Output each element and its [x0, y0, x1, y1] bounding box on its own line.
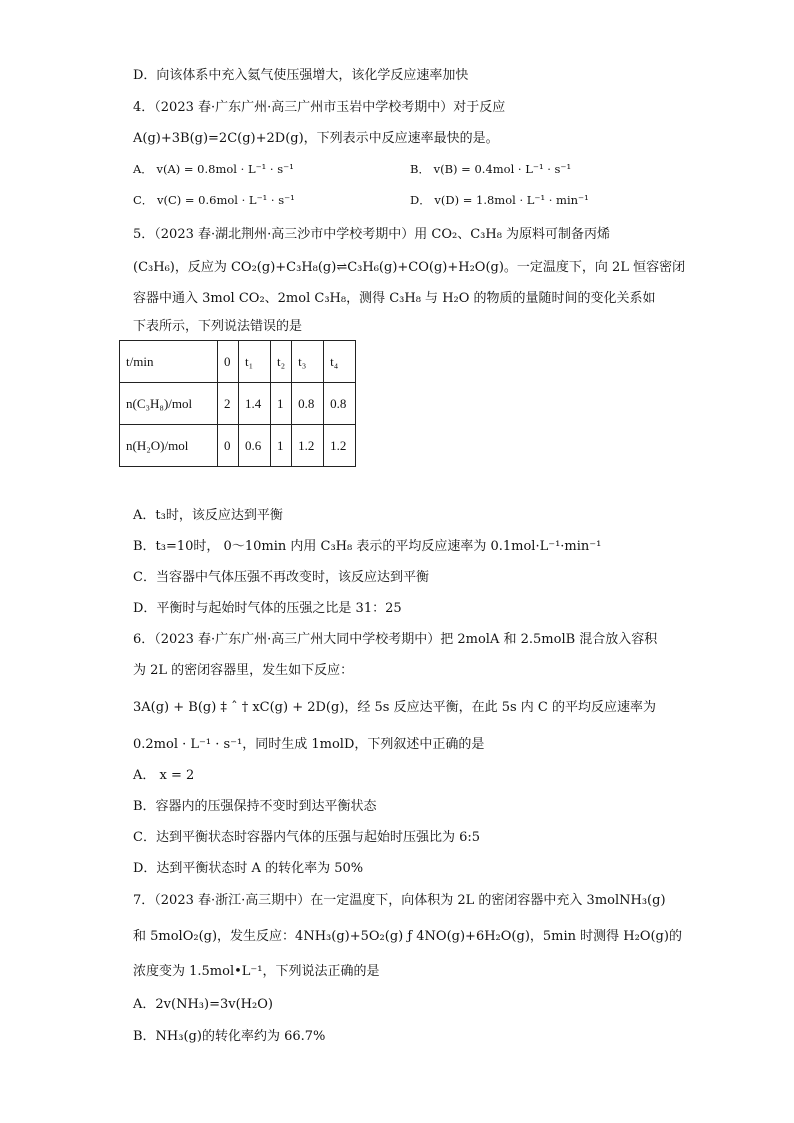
- table-cell: 1: [271, 425, 292, 467]
- q3-option-d: D．向该体系中充入氦气使压强增大，该化学反应速率加快: [133, 68, 469, 83]
- q5-stem-4: 下表所示，下列说法错误的是: [133, 319, 303, 334]
- table-row: [120, 383, 356, 425]
- q5-option-b: B．t₃=10时， 0～10min 内用 C₃H₈ 表示的平均反应速率为 0.1mol·L⁻¹·min⁻¹: [133, 539, 602, 554]
- q6-option-d: D．达到平衡状态时 A 的转化率为 50%: [133, 861, 364, 876]
- table-cell: 0.8: [324, 383, 356, 425]
- q6-equation: 3A(g) + B(g) ‡ ˆ † xC(g) + 2D(g)，经 5s 反应达平衡，在此 5s 内 C 的平均反应速率为: [133, 700, 657, 715]
- q6-option-c: C．达到平衡状态时容器内气体的压强与起始时压强比为 6:5: [133, 830, 481, 845]
- table-cell: 1.2: [324, 425, 356, 467]
- q4-option-a: A． v(A) = 0.8mol · L⁻¹ · s⁻¹: [133, 162, 294, 176]
- q6-option-b: B．容器内的压强保持不变时到达平衡状态: [133, 799, 377, 814]
- q4-options-row-1: [133, 161, 693, 179]
- q6-stem-2: 为 2L 的密闭容器里，发生如下反应：: [133, 663, 354, 678]
- table-row: [120, 425, 356, 467]
- q5-stem-3: 容器中通入 3mol CO₂、2mol C₃H₈，测得 C₃H₈ 与 H₂O 的物质的量随时间的变化关系如: [133, 291, 656, 306]
- table-cell: t₁: [239, 341, 271, 383]
- q7-option-b: B．NH₃(g)的转化率约为 66.7%: [133, 1029, 326, 1044]
- table-cell: t/min: [120, 341, 218, 383]
- q5-option-c: C．当容器中气体压强不再改变时，该反应达到平衡: [133, 570, 429, 585]
- q4-options-row-2: [133, 192, 693, 210]
- q5-stem-2: (C₃H₆)，反应为 CO₂(g)+C₃H₈(g)⇌C₃H₆(g)+CO(g)+H₂O(g)。一定温度下，向 2L 恒容密闭: [133, 260, 686, 275]
- q7-stem-3: 浓度变为 1.5mol•L⁻¹，下列说法正确的是: [133, 964, 380, 979]
- table-cell: 2: [218, 383, 239, 425]
- q4-option-d: D． v(D) = 1.8mol · L⁻¹ · min⁻¹: [410, 193, 589, 207]
- table-header-row: [120, 341, 356, 383]
- q4-stem: 4．（2023 春·广东广州·高三广州市玉岩中学校考期中）对于反应: [133, 100, 506, 115]
- q4-equation: A(g)+3B(g)=2C(g)+2D(g)，下列表示中反应速率最快的是。: [133, 131, 499, 146]
- q5-stem-1: 5．（2023 春·湖北荆州·高三沙市中学校考期中）用 CO₂、C₃H₈ 为原料可制备丙烯: [133, 227, 611, 242]
- table-cell: 1.2: [292, 425, 324, 467]
- table-cell: 0: [218, 341, 239, 383]
- q6-option-a: A． x = 2: [133, 768, 195, 783]
- q5-option-d: D．平衡时与起始时气体的压强之比是 31：25: [133, 601, 402, 616]
- q7-stem-2: 和 5molO₂(g)，发生反应：4NH₃(g)+5O₂(g) ƒ 4NO(g)+6H₂O(g)，5min 时测得 H₂O(g)的: [133, 929, 682, 944]
- q4-option-b: B． v(B) = 0.4mol · L⁻¹ · s⁻¹: [410, 162, 572, 176]
- q5-data-table: [119, 340, 356, 467]
- q6-stem-1: 6．（2023 春·广东广州·高三广州大同中学校考期中）把 2molA 和 2.5molB 混合放入容积: [133, 632, 658, 647]
- q5-option-a: A．t₃时，该反应达到平衡: [133, 508, 283, 523]
- table-cell: 0.6: [239, 425, 271, 467]
- table-cell: 1.4: [239, 383, 271, 425]
- q7-option-a: A．2v(NH₃)=3v(H₂O): [133, 997, 273, 1012]
- table-cell: t₂: [271, 341, 292, 383]
- q4-option-c: C． v(C) = 0.6mol · L⁻¹ · s⁻¹: [133, 193, 295, 207]
- table-cell: t₃: [292, 341, 324, 383]
- q7-stem-1: 7．（2023 春·浙江·高三期中）在一定温度下，向体积为 2L 的密闭容器中充入 3molNH₃(g): [133, 893, 666, 908]
- table-cell: n(H₂O)/mol: [120, 425, 218, 467]
- table-cell: t₄: [324, 341, 356, 383]
- table-cell: 0: [218, 425, 239, 467]
- table-cell: 0.8: [292, 383, 324, 425]
- table-cell: n(C₃H₈)/mol: [120, 383, 218, 425]
- q6-stem-3: 0.2mol · L⁻¹ · s⁻¹，同时生成 1molD，下列叙述中正确的是: [133, 737, 485, 752]
- table-cell: 1: [271, 383, 292, 425]
